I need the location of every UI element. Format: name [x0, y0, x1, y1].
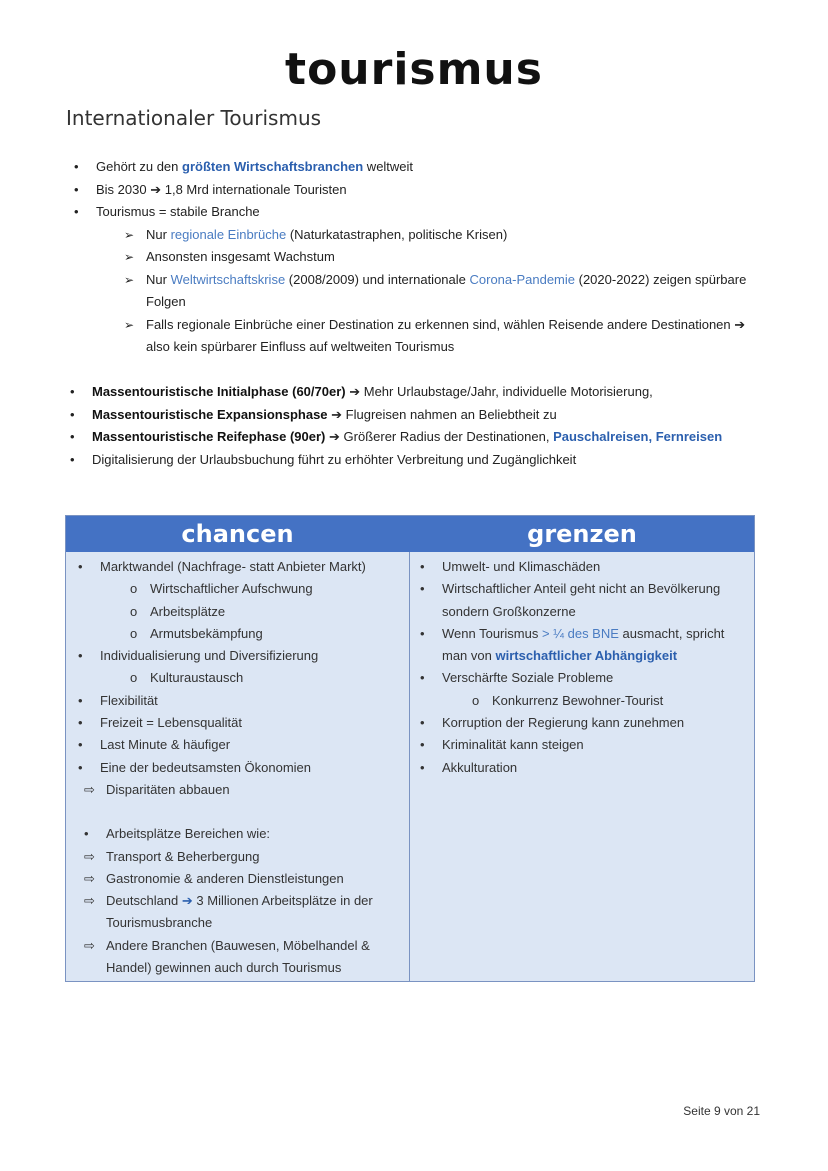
- list-item: o Arbeitsplätze: [150, 601, 400, 623]
- phases-list: [92, 381, 772, 471]
- list-item: • Umwelt- und Klimaschäden: [442, 556, 742, 578]
- header-grenzen: grenzen: [527, 520, 637, 548]
- list-item: o Kulturaustausch: [150, 667, 400, 689]
- list-item: • Last Minute & häufiger: [100, 734, 400, 756]
- list-item: ⇨ Deutschland ➔ 3 Millionen Arbeitsplätze in der Tourismusbranche: [106, 890, 400, 935]
- chancen-column: [100, 556, 400, 979]
- list-item: o Wirtschaftlicher Aufschwung: [150, 578, 400, 600]
- page-number: Seite 9 von 21: [683, 1104, 760, 1118]
- list-item: • Marktwandel (Nachfrage- statt Anbieter Markt): [100, 556, 400, 578]
- list-item: ⇨ Transport & Beherbergung: [106, 846, 400, 868]
- list-item: • Wirtschaftlicher Anteil geht nicht an Bevölkerung sondern Großkonzerne: [442, 578, 742, 623]
- arrow-icon: ➔: [349, 384, 361, 399]
- list-item: • Flexibilität: [100, 690, 400, 712]
- list-item: • Individualisierung und Diversifizierung: [100, 645, 400, 667]
- table-header: [66, 516, 754, 552]
- list-item: • Freizeit = Lebensqualität: [100, 712, 400, 734]
- list-item: o Konkurrenz Bewohner-Tourist: [492, 690, 742, 712]
- list-item: • Gehört zu den größten Wirtschaftsbranchen weltweit: [96, 156, 756, 179]
- arrow-icon: ➔: [150, 181, 162, 197]
- list-item: ⇨ Andere Branchen (Bauwesen, Möbelhandel & Handel) gewinnen auch durch Tourismus: [106, 935, 400, 980]
- arrow-icon: ➔: [181, 893, 193, 909]
- chancen-grenzen-table: [65, 515, 755, 982]
- list-item: o Armutsbekämpfung: [150, 623, 400, 645]
- arrow-icon: ➔: [331, 406, 343, 422]
- list-item: • Tourismus = stabile Branche: [96, 201, 756, 224]
- list-item: ⇨ Gastronomie & anderen Dienstleistungen: [106, 868, 400, 890]
- list-item: • Verschärfte Soziale Probleme: [442, 667, 742, 689]
- header-chancen: chancen: [181, 520, 294, 548]
- list-item: ➢ Nur Weltwirtschaftskrise (2008/2009) und internationale Corona-Pandemie (2020-2022) zeigen spürbare Folgen: [146, 269, 756, 314]
- list-item: • Arbeitsplätze Bereichen wie:: [106, 823, 400, 845]
- list-item: ⇨ Disparitäten abbauen: [106, 779, 400, 801]
- list-item: • Korruption der Regierung kann zunehmen: [442, 712, 742, 734]
- list-item: • Wenn Tourismus > ¼ des BNE ausmacht, spricht man von wirtschaftlicher Abhängigkeit: [442, 623, 742, 668]
- column-divider: [409, 552, 410, 981]
- section-subtitle: Internationaler Tourismus: [66, 106, 322, 130]
- list-item: • Kriminalität kann steigen: [442, 734, 742, 756]
- list-item: • Bis 2030 ➔ 1,8 Mrd internationale Touristen: [96, 179, 756, 202]
- list-item: • Akkulturation: [442, 757, 742, 779]
- intro-list: [96, 156, 756, 359]
- list-item: • Massentouristische Initialphase (60/70er) ➔ Mehr Urlaubstage/Jahr, individuelle Motorisierung,: [92, 381, 772, 404]
- arrow-icon: ➔: [329, 429, 340, 444]
- list-item: • Eine der bedeutsamsten Ökonomien: [100, 757, 400, 779]
- list-item: ➢ Nur regionale Einbrüche (Naturkatastraphen, politische Krisen): [146, 224, 756, 247]
- list-item: • Digitalisierung der Urlaubsbuchung führt zu erhöhter Verbreitung und Zugänglichkeit: [92, 449, 772, 472]
- page-title: tourismus: [285, 44, 543, 95]
- list-item: ➢ Ansonsten insgesamt Wachstum: [146, 246, 756, 269]
- grenzen-column: [442, 556, 742, 779]
- list-item: ➢ Falls regionale Einbrüche einer Destination zu erkennen sind, wählen Reisende andere Destinationen ➔ also kein spürbarer Einfluss auf weltweiten Tourismus: [146, 314, 756, 359]
- list-item: • Massentouristische Reifephase (90er) ➔ Größerer Radius der Destinationen, Pauschalreisen, Fernreisen: [92, 426, 772, 449]
- arrow-icon: ➔: [734, 316, 746, 332]
- list-item: • Massentouristische Expansionsphase ➔ Flugreisen nahmen an Beliebtheit zu: [92, 404, 772, 427]
